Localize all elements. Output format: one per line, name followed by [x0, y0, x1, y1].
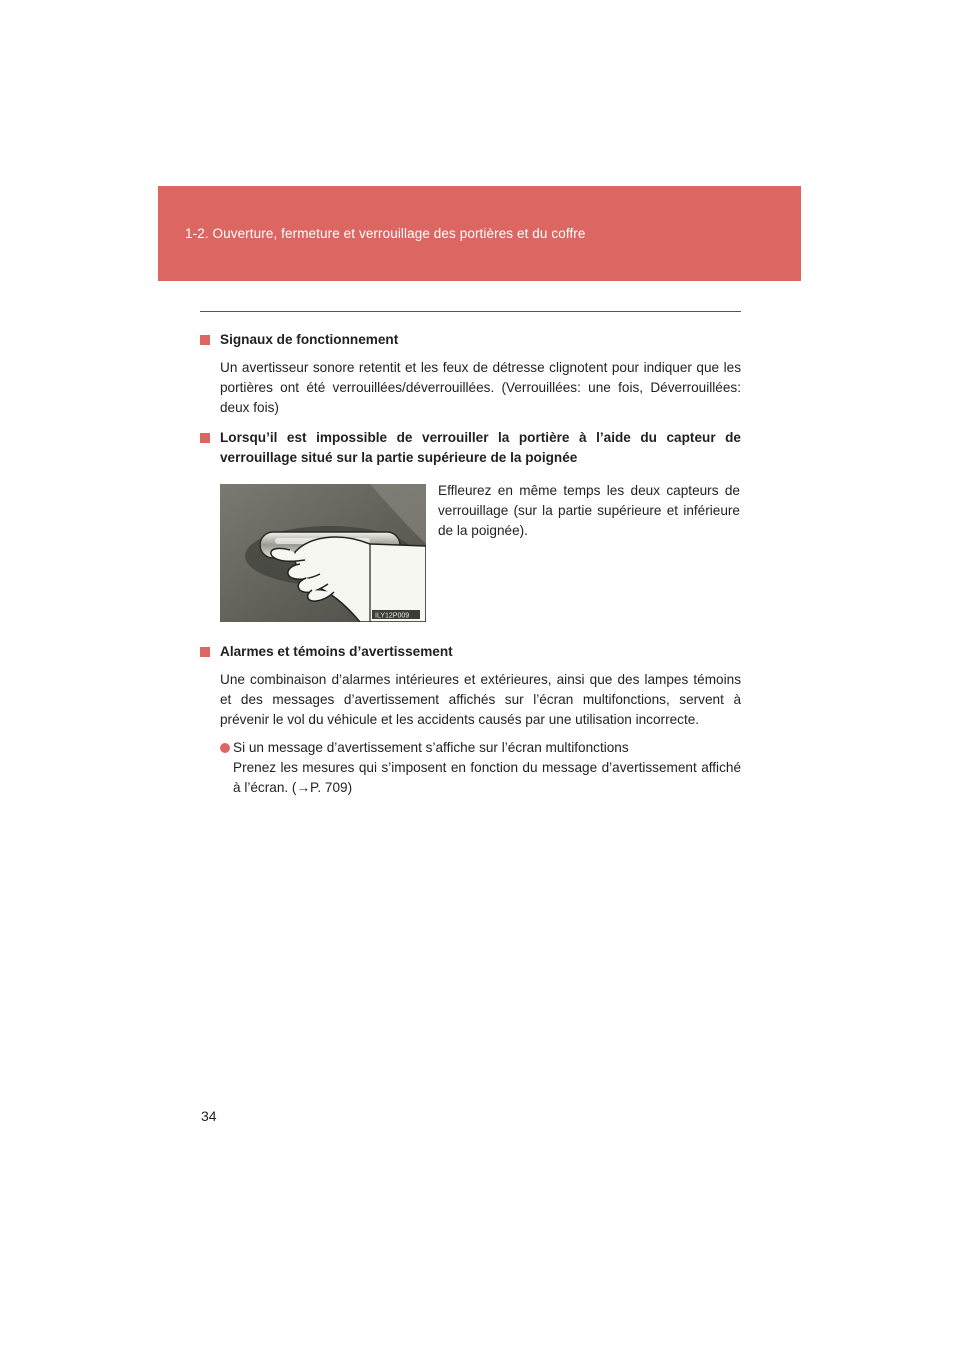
bullet-title: Si un message d’avertissement s’affiche sur l’écran multifonctions	[233, 740, 629, 755]
figure-caption: Effleurez en même temps les deux capteurs de verrouillage (sur la partie supérieure et inférieure de la poignée).	[438, 483, 740, 538]
section-title-lock-sensor-failure: Lorsqu’il est impossible de verrouiller la portière à l’aide du capteur de verrouillage situé sur la partie supérieure de la poignée	[200, 428, 741, 468]
figure-label: ILY12P009	[375, 612, 410, 620]
header-rule	[200, 311, 741, 312]
square-bullet-icon	[200, 335, 210, 345]
page-number: 34	[201, 1108, 217, 1124]
square-bullet-icon	[200, 433, 210, 443]
page-content	[200, 328, 741, 798]
door-handle-illustration	[220, 484, 426, 622]
round-bullet-icon	[220, 743, 230, 753]
section-text-operation-signals: Un avertisseur sonore retentit et les feux de détresse clignotent pour indiquer que les portières ont été verrouillées/déverrouillées. (Verrouillées: une fois, Déverrouillées: deux fois)	[220, 360, 741, 415]
chapter-title: 1-2. Ouverture, fermeture et verrouillage des portières et du coffre	[185, 226, 586, 241]
bullet-text: Prenez les mesures qui s’imposent en fonction du message d’avertissement affiché à l’écran. (→P. 709)	[233, 760, 741, 795]
bullet-warning-message	[220, 738, 741, 798]
square-bullet-icon	[200, 647, 210, 657]
section-title-operation-signals: Signaux de fonctionnement	[200, 330, 741, 350]
section-text-alarms: Une combinaison d’alarmes intérieures et extérieures, ainsi que des lampes témoins et des messages d’avertissement affichés sur l’écran multifonctions, servent à prévenir le vol du véhicule et les accidents causés par une utilisation incorrecte.	[220, 672, 741, 727]
section-title-alarms: Alarmes et témoins d’avertissement	[200, 642, 741, 662]
figure-row	[220, 484, 741, 634]
chapter-header-band	[158, 186, 801, 281]
